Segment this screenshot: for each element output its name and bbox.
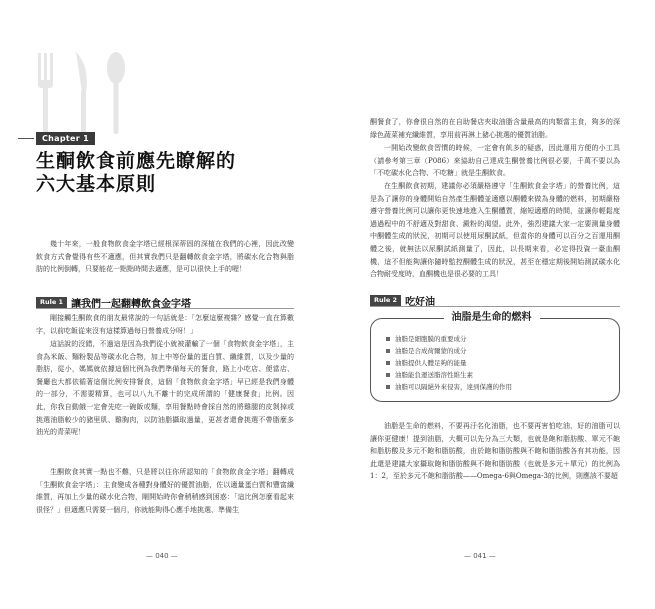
page-number-left: — 040 —	[146, 552, 178, 560]
list-item	[386, 357, 616, 369]
right-paragraph-3: 在生酮飲食初期，建議你必須嚴格遵守「生酮飲食金字塔」的營養比例，這是為了讓你的身體開始自然產生酮體並適應以酮體來做為身體的燃料，初期嚴格遵守營養比例可以讓你更快速地進入生酮體質，縮短適應的時間，並讓你輕鬆度過過程中的不舒適及對甜食、澱粉的渴望。此外，強烈建議大家一定要測量身體中酮體生成的狀況，初期可以使用尿酮試紙，但當你的身體可以百分之百運用酮體之後，就無法以尿酮試紙測量了，因此，以長期來看，必定得投資一臺血酮機，這不但能夠讓你隨時監控酮體生成的狀況，甚至在穩定期後開始測試碳水化合物耐受度時，血酮機也是很必要的工具！	[370, 182, 620, 279]
chapter-title	[36, 150, 296, 196]
page-number-right: — 041 —	[464, 552, 496, 560]
right-page	[328, 0, 655, 609]
rule2-heading	[370, 290, 620, 308]
list-item	[386, 345, 616, 357]
rule1-paragraph-3: 生酮飲食其實一點也不難，只是將以往你所認知的「食物飲食金字塔」翻轉成「生酮飲食金字塔」：主食變成各種對身體好的優質油脂，佐以適量蛋白質和豐富纖維質，再加上少量的碳水化合物，剛開始時你會稍稍感到困惑：「這比例怎麼看起來很怪？」但適應只需要一個月，你就能夠得心應手地挑選、準備生	[36, 468, 294, 514]
chapter-header	[18, 132, 308, 146]
utensils-decoration	[28, 48, 168, 138]
fat-facts-box-title: 油脂是生命的燃料	[444, 312, 540, 323]
fat-facts-list	[386, 333, 616, 393]
bullet-icon	[386, 385, 390, 389]
list-item	[386, 333, 616, 345]
knife-icon	[76, 52, 87, 134]
rule2-badge: Rule 2	[370, 295, 401, 306]
fork-icon	[38, 53, 53, 134]
spoon-icon	[107, 52, 125, 134]
list-item	[386, 381, 616, 393]
continued-paragraph: 酮餐食了，你會很自然的在自助餐店夾取油脂含量最高的肉類當主食，夠多的深綠色蔬菜補充纖維質，享用前再淋上豬心挑選的優質油脂。	[370, 118, 620, 139]
list-item-text: 油脂是細胞膜的重要成分	[395, 335, 467, 343]
list-item-text: 油脂提供人體足夠的能量	[395, 359, 467, 367]
list-item-text: 油脂是合成荷爾蒙的成分	[395, 347, 467, 355]
chapter-divider	[18, 138, 34, 139]
rule1-heading	[36, 292, 294, 310]
bullet-icon	[386, 373, 390, 377]
list-item-text: 油脂能負運送脂溶性維生素	[395, 371, 473, 379]
rule2-title: 吃好油	[405, 297, 436, 308]
rule1-paragraph-2: 這話說的沒錯，不過這是因為我們從小就被灌輸了一個「食物飲食金字塔」，主食為米飯、麵粉製品等碳水化合物，加上中等份量的蛋白質、纖維質，以及少量的脂肪，從小，媽媽就依據這個比例為我們準備每天的餐食，路上小吃店、便當店、餐廳也大都依循著這個比例安排餐食，這個「食物飲食金字塔」早已經是我們身體的一部分，不需要精算，也可以八九不離十的完成所謂的「健康餐食」比例。因此，你我自動餓一定會先吃一碗飯或麵，享用餐點時會採自然的將雞腿的皮剝掉或挑選油脂較少的豬里肌、雞胸肉，以防油脂攝取過量，更甚者還會挑選不帶脂麼多油光的青菜呢！	[36, 340, 294, 437]
rule1-paragraph-1: 剛接觸生酮飲食的朋友最常說的一句話就是：「怎麼這麼複雜？感覺一直在算數字，以前吃飯從來沒有這樣算過每日營養成分呀！」	[36, 314, 294, 335]
chapter-label: Chapter 1	[36, 132, 95, 145]
title-line-2: 六大基本原則	[36, 173, 157, 195]
right-paragraph-4: 油脂是生命的燃料，不要再汙名化油脂，也不要再害怕吃油，好的油脂可以讓你更健康！提到油脂，大概可以先分為三大類，也就是飽和脂肪酸、單元不飽和脂肪酸及多元不飽和脂肪酸，由於飽和脂肪酸與不飽和脂肪酸各有其功能，因此還是建議大家攝取飽和脂肪酸與不飽和脂肪酸（也就是多元＋單元）的比例為1：2，至於多元不飽和脂肪酸——Omega-6與Omega-3的比例，則應該不要超	[370, 422, 620, 481]
bullet-icon	[386, 361, 390, 365]
right-paragraph-2: 一開始改變飲食習慣的時候，一定會有飢多的疑惑，因此運用方便的小工具（請參考第三章（P086）來協助自己達成生酮營養比例很必要，千萬不要以為「不吃碳水化合物、不吃糖」就是生酮飲食。	[370, 144, 620, 178]
rule1-badge: Rule 1	[36, 297, 67, 308]
bullet-icon	[386, 337, 390, 341]
list-item-text: 油脂可以隔絕外來侵害，達到保護的作用	[395, 383, 512, 391]
intro-paragraph: 幾十年來，一般食物飲食金字塔已經根深蒂固的深植在我們的心裡，因此改變飲食方式會覺得有些不適應，但其實我們只是翻轉飲食金字塔，將碳水化合物與脂肪的比例倒轉，只要能花一點點時間去適應，是可以很快上手的喔！	[36, 240, 294, 274]
fat-facts-box-title-wrap	[328, 305, 655, 324]
list-item	[386, 369, 616, 381]
rule1-title: 讓我們一起翻轉飲食金字塔	[71, 299, 192, 310]
title-line-1: 生酮飲食前應先瞭解的	[36, 150, 237, 172]
rule1-underline	[36, 308, 294, 309]
bullet-icon	[386, 349, 390, 353]
